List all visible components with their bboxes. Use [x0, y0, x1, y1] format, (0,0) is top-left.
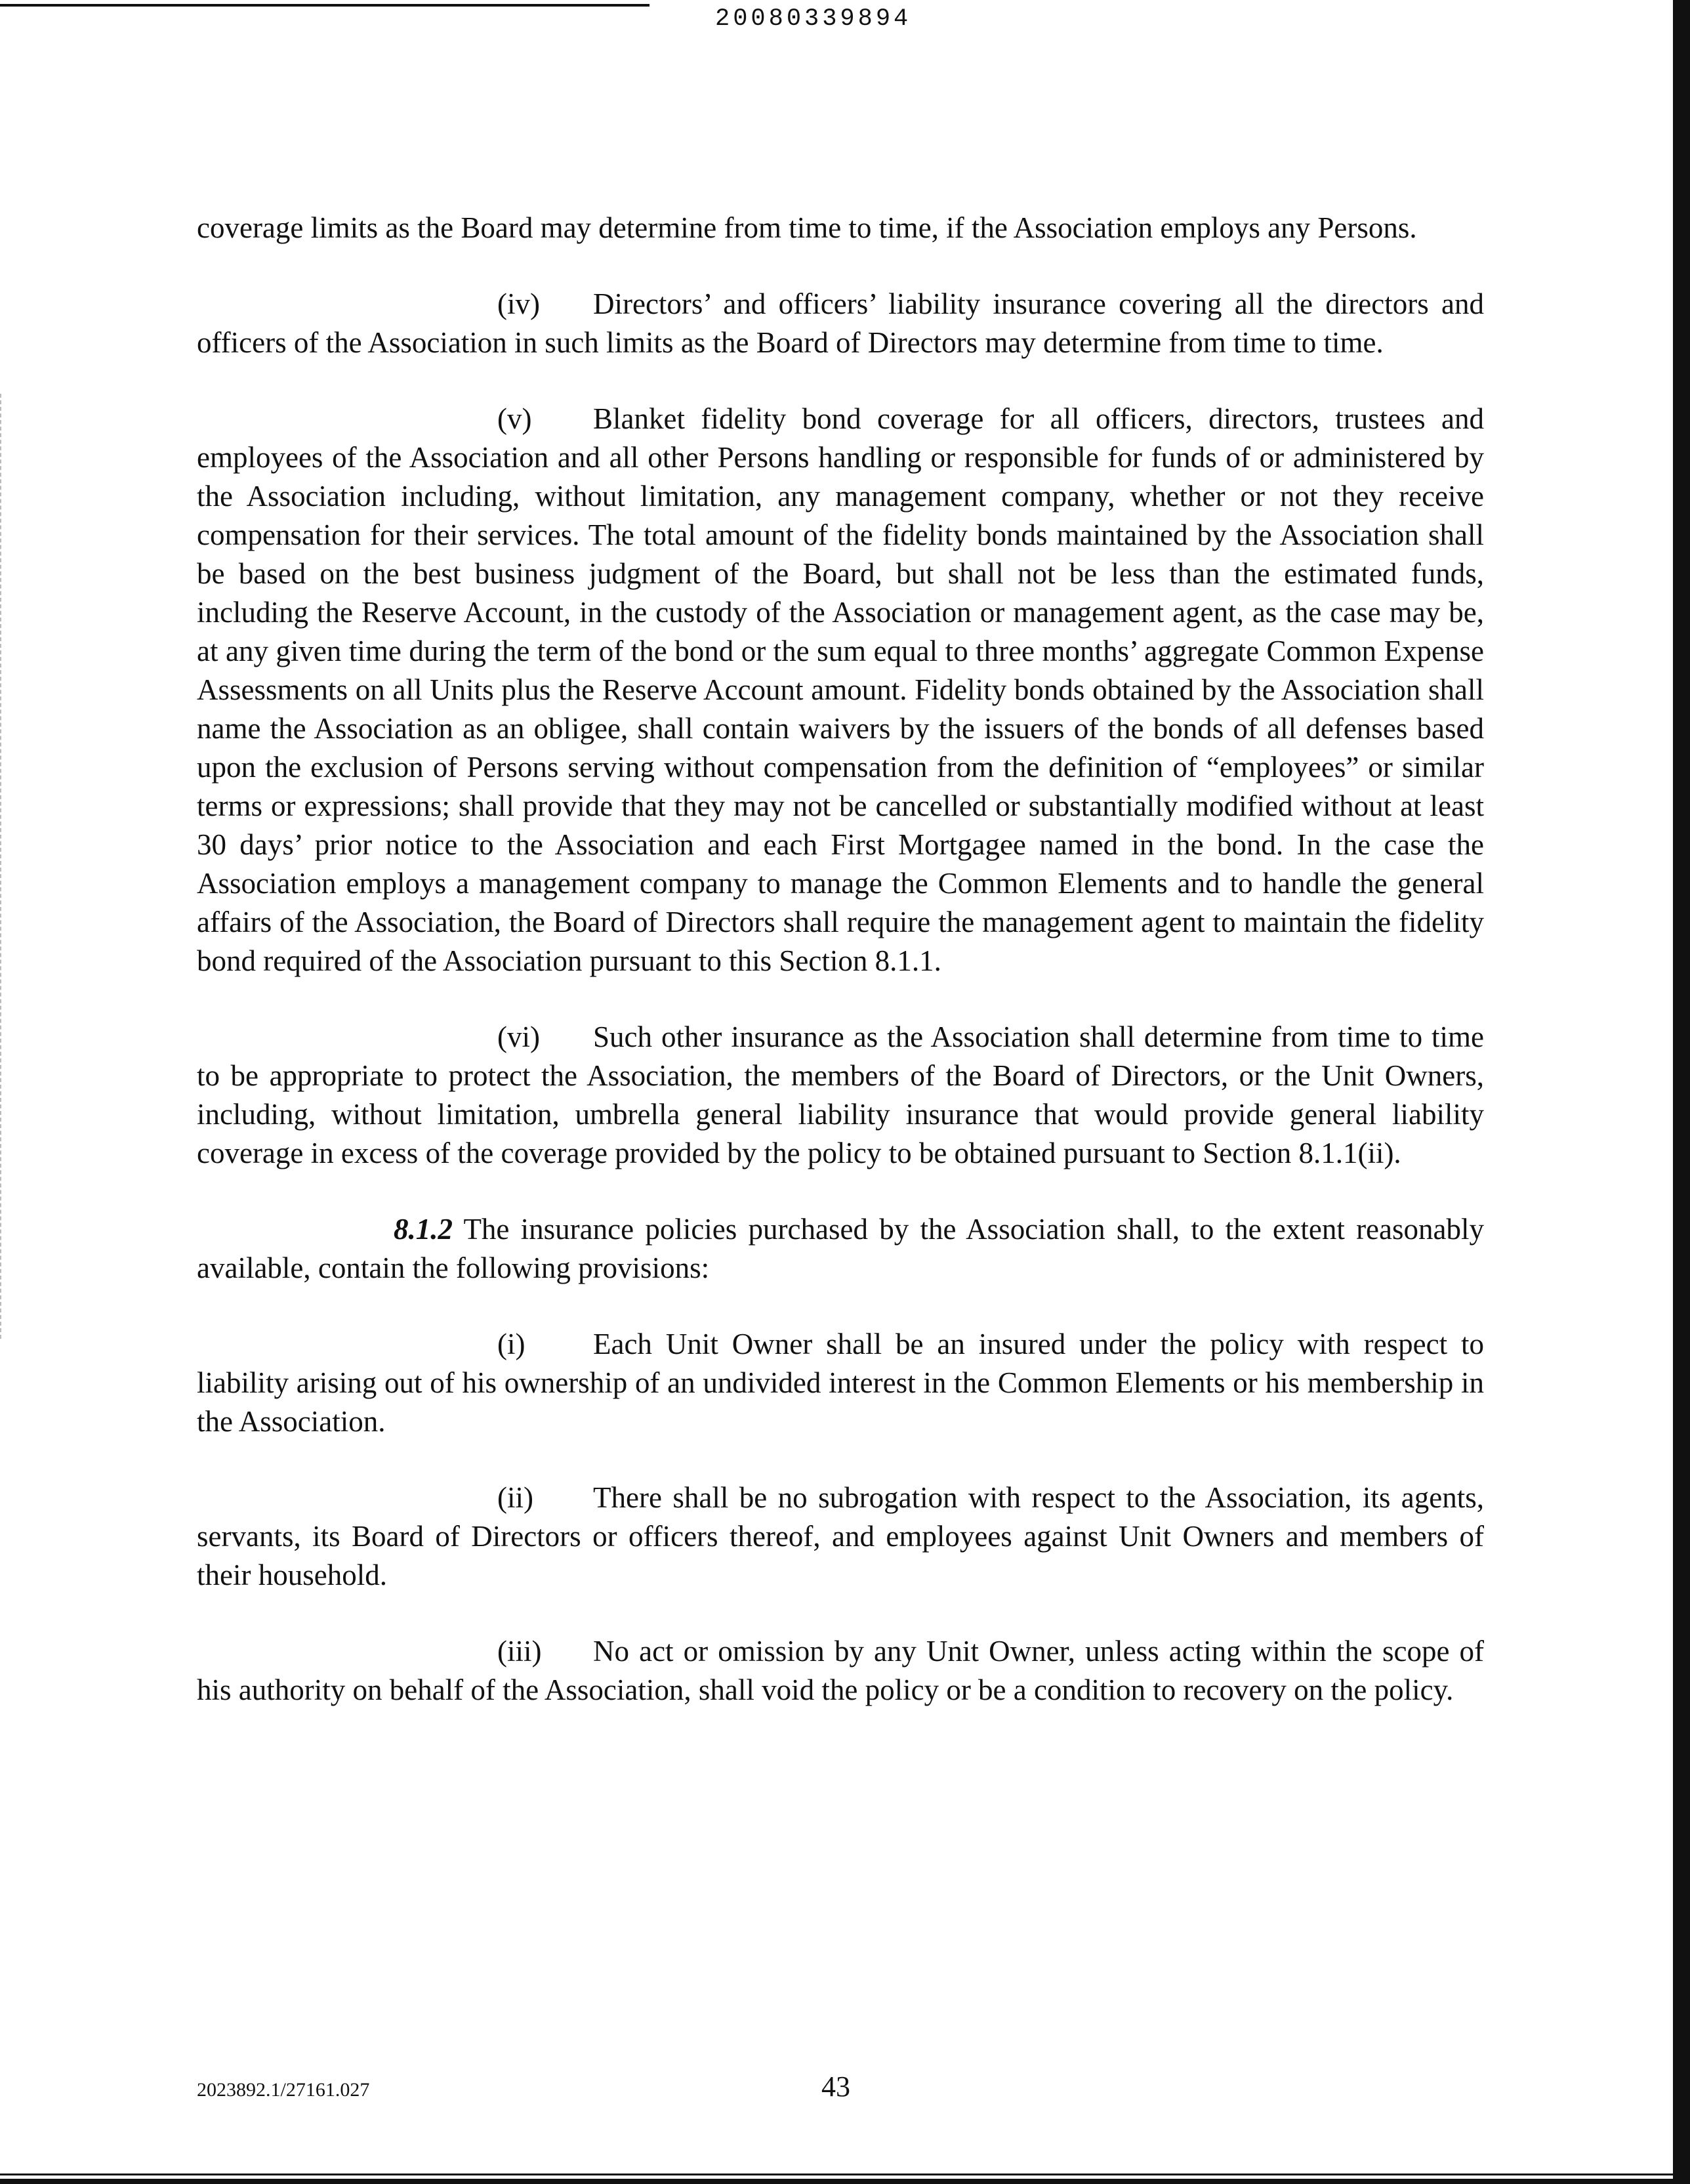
paragraph-v — [197, 400, 1484, 980]
paragraph-text: No act or omission by any Unit Owner, unless acting within the scope of his authority on behalf of the Association, shall void the policy or be a condition to recovery on the policy. — [197, 1635, 1484, 1706]
footer-document-reference: 2023892.1/27161.027 — [197, 2079, 370, 2101]
paragraph-i — [197, 1325, 1484, 1441]
paragraph-number: (vi) — [497, 1020, 540, 1053]
paragraph-text: Directors’ and officers’ liability insurance covering all the directors and officers of the Association in such limits as the Board of Directors may determine from time to time. — [197, 287, 1484, 359]
page-number: 43 — [821, 2070, 850, 2103]
paragraph-number: (ii) — [497, 1481, 533, 1514]
paragraph-number: (i) — [497, 1328, 526, 1360]
left-scan-mark — [0, 394, 3, 1339]
paragraph-iv — [197, 285, 1484, 362]
bottom-scan-border — [0, 2179, 1690, 2184]
document-number: 20080339894 — [715, 5, 912, 33]
section-text: The insurance policies purchased by the Association shall, to the extent reasonably available, contain the following provisions: — [197, 1213, 1484, 1284]
paragraph-number: (iii) — [497, 1635, 542, 1668]
paragraph-number: (iv) — [497, 287, 540, 320]
paragraph-text: coverage limits as the Board may determine from time to time, if the Association employs any Persons. — [197, 211, 1417, 244]
paragraph-vi — [197, 1018, 1484, 1173]
paragraph-iii — [197, 1632, 1484, 1710]
paragraph-text: Such other insurance as the Association shall determine from time to time to be appropriate to protect the Association, the members of the Board of Directors, or the Unit Owners, including, without limitation, umbrella general liability insurance that would provide general liability coverage in excess of the coverage provided by the policy to be obtained pursuant to Section 8.1.1(ii). — [197, 1020, 1484, 1169]
section-number: 8.1.2 — [394, 1213, 453, 1246]
section-8-1-2 — [197, 1210, 1484, 1288]
paragraph-number: (v) — [497, 402, 532, 435]
paragraph-text: Blanket fidelity bond coverage for all officers, directors, trustees and employees of the Association and all other Persons handling or responsible for funds of or administered by the Association including, without limitation, any management company, whether or not they receive compensation for their services. The total amount of the fidelity bonds maintained by the Association shall be based on the best business judgment of the Board, but shall not be less than the estimated funds, including the Reserve Account, in the custody of the Association or management agent, as the case may be, at any given time during the term of the bond or the sum equal to three months’ aggregate Common Expense Assessments on all Units plus the Reserve Account amount. Fidelity bonds obtained by the Association shall name the Association as an obligee, shall contain waivers by the issuers of the bonds of all defenses based upon the exclusion of Persons serving without compensation from the definition of “employees” or similar terms or expressions; shall provide that they may not be cancelled or substantially modified without at least 30 days’ prior notice to the Association and each First Mortgagee named in the bond. In the case the Association employs a management company to manage the Common Elements and to handle the general affairs of the Association, the Board of Directors shall require the management agent to maintain the fidelity bond required of the Association pursuant to this Section 8.1.1. — [197, 402, 1484, 977]
paragraph-ii — [197, 1479, 1484, 1595]
right-scan-border — [1673, 0, 1690, 2184]
bottom-rule — [0, 2174, 1673, 2175]
paragraph-text: Each Unit Owner shall be an insured under the policy with respect to liability arising out of his ownership of an undivided interest in the Common Elements or his membership in the Association. — [197, 1328, 1484, 1438]
page-body — [197, 209, 1484, 1747]
paragraph-coverage-limits — [197, 209, 1484, 247]
paragraph-text: There shall be no subrogation with respect to the Association, its agents, servants, its Board of Directors or officers thereof, and employees against Unit Owners and members of their household. — [197, 1481, 1484, 1591]
top-rule — [0, 4, 649, 7]
